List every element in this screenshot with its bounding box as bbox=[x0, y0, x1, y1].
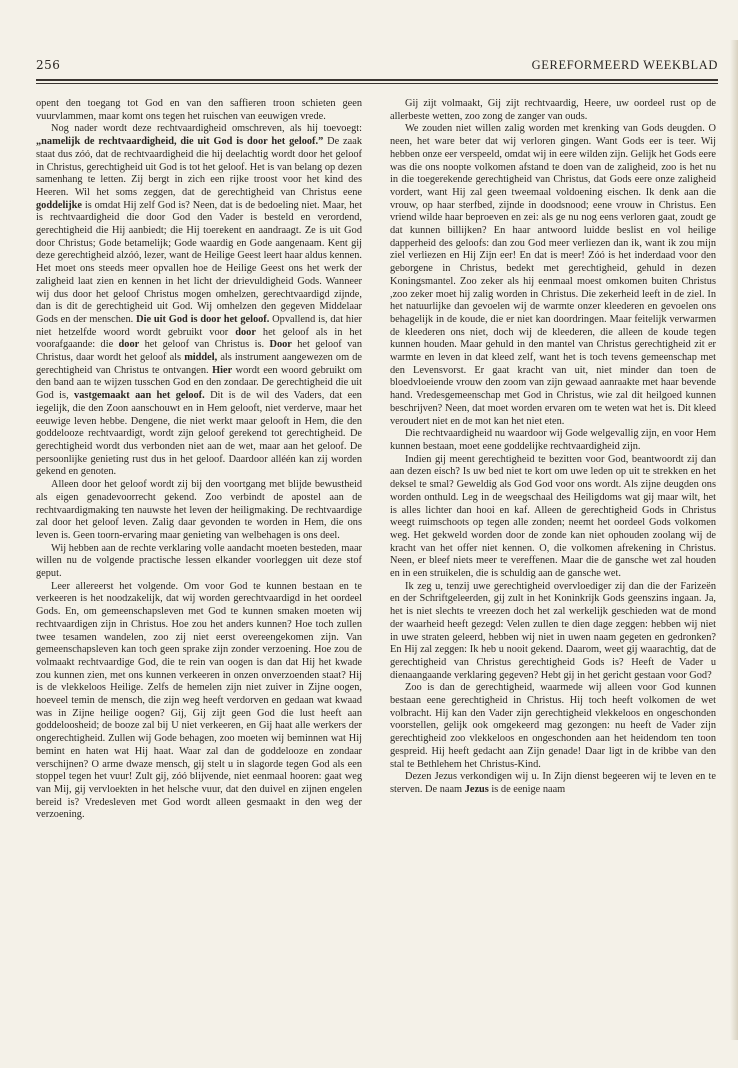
paragraph: Alleen door het geloof wordt zij bij den voortgang met blijde bewustheid als eigen genadevoorrecht gekend. Zoo verbindt de apostel aan de rechtvaardigmaking ten nauwste het leven der heiligmaking. De rechtvaardige zal door het geloof leven. Zalig daar gevonden te worden in Hem, die ons leven is. Geen toorn-ervaring maar genieting van welbehagen is ons deel. bbox=[36, 479, 362, 541]
paragraph: Nog nader wordt deze rechtvaardigheid omschreven, als hij toevoegt: „namelijk de rechtvaardigheid, die uit God is door het geloof.” De zaak staat dus zóó, dat de rechtvaardigheid die hij deelachtig wordt door het geloof in Christus, gerechtigheid uit God is tot het geloof. Het is van belang op dezen samenhang te letten. Zij bergt in zich een rijke troost voor het kind des Heeren. Wil het soms zeggen, dat de gerechtigheid van Christus eene goddelijke is omdat Hij zelf God is? Neen, dat is de bedoeling niet. Maar, het is rechtvaardigheid die door God den Vader is besteld en verordend, gerechtigheid die Hij aanbiedt; die Hij toerekent en aandraagt. Ze is uit God door Christus; Gode betamelijk; Gode waardig en Gode aangenaam. Kent gij deze gerechtigheid alzóó, lezer, want de Heilige Geest leert haar aldus kennen. Het moet ons steeds meer opvallen hoe de Heilige Geest ons het werk der zaligheid laat zien en kennen in het licht der drievuldigheid Gods. Wanneer wij dus door het geloof Christus mogen omhelzen, gerechtvaardigd zijnde, dan is dit de gerechtigheid uit God. Wij omhelzen den gegeven Middelaar Gods en der menschen. Die uit God is door het geloof. Opvallend is, dat hier niet hetzelfde woord wordt gebruikt voor door het geloof als in het voorafgaande: die door het geloof van Christus is. Door het geloof van Christus, daar wordt het geloof als middel, als instrument aangewezen om de gerechtigheid van Christus te ontvangen. Hier wordt een woord gebruikt om den band aan te wijzen tusschen God en den zondaar. De gerechtigheid die uit God is, vastgemaakt aan het geloof. Dit is de wil des Vaders, dat een iegelijk, die den Zoon aanschouwt en in Hem gelooft, niet verderve, maar het eeuwige leven hebbe. Dengene, die niet werkt maar gelooft in Hem, die den goddelooze rechtvaardigt, wordt zijn geloof gerekend tot gerechtigheid. De gerechtigheid wordt dus verbonden niet aan de wet, maar aan het geloof. De persoonlijke genieting rust dus in het geloof. Daardoor alléén kan zij worden gekend en genoten. bbox=[36, 123, 363, 478]
paragraph: Leer allereerst het volgende. Om voor God te kunnen bestaan en te verkeeren is het noodzakelijk, dat wij worden gerechtvaardigd in het oordeel Gods. En, om gemeenschapsleven met God te kunnen smaken moeten wij rechtvaardigen zijn in Christus. Hoe zou het anders kunnen? Hoe toch zullen twee tesamen wandelen, zoo zij niet eerst overeengekomen zijn. Van gemeenschapsleven kan toch geen sprake zijn zonder verzoening. Hoe zou de volmaakt rechtvaardige God, die te rein van oogen is dan dat Hij het kwade zou kunnen zien, met ons kunnen verkeeren in onzen onverzoenden staat? Hij is de vlekkeloos Heilige. Zelfs de hemelen zijn niet zuiver in Zijne oogen, hoeveel temin de mensch, die zijn weg heeft verdorven en gedaan wat kwaad was in Zijne heilige oogen? Gij, Gij zijt geen God die lust heeft aan goddeloosheid; de booze zal bij U niet verkeeren, en Gij haat alle werkers der ongerechtigheid. Zullen wij Gode behagen, zoo moeten wij beminnen wat Hij bemint en haten wat Hij haat. Waar zal dan de goddelooze en zondaar verschijnen? O arme dwaze mensch, gij stelt u in slagorde tegen God als een stoppel tegen het vuur! Zult gij, zóó blijvende, niet eenmaal hooren: gaat weg van Mij, gij vervloekten in het helsche vuur, dat den duivel en zijnen engelen bereid is? Vredesleven met God wordt alleen gesmaakt in den weg der verzoening. bbox=[36, 580, 362, 821]
paragraph: Gij zijt volmaakt, Gij zijt rechtvaardig, Heere, uw oordeel rust op de allerbeste wetten, zoo zong de zanger van ouds. bbox=[390, 98, 716, 122]
page-number: 256 bbox=[36, 58, 61, 72]
paragraph: Dezen Jezus verkondigen wij u. In Zijn dienst begeeren wij te leven en te sterven. De naam Jezus is de eenige naam bbox=[390, 771, 716, 795]
header-rule-thin bbox=[36, 83, 718, 84]
paragraph: Zoo is dan de gerechtigheid, waarmede wij alleen voor God kunnen bestaan eene gerechtigheid in Christus. Hij toch heeft volkomen de wet volbracht. Hij kan den Vader zijn gerechtigheid vlekkeloos en ongeschonden voorstellen, gelijk ook omgekeerd mag gezongen: nu heeft de Vader zijn gerechtigheid zoo vlekkeloos en ongeschonden aan het heidendom ten toon gespreid. Hij heeft gedacht aan Zijn genade! Daar ligt in de kribbe van den stal te Bethlehem het Christus-Kind. bbox=[390, 682, 716, 770]
page-header bbox=[36, 58, 718, 76]
header-rule-thick bbox=[36, 79, 718, 81]
paragraph: Ik zeg u, tenzij uwe gerechtigheid overvloediger zij dan die der Farizeën en der Schriftgeleerden, gij zult in het Koninkrijk Gods geenszins ingaan. Ja, het is niet slechts te vreezen doch het zal werkelijk geschieden wat de mond der waarheid heeft gezegd: Velen zullen te dien dage zeggen: hebben wij niet in uwe straten geleerd, hebben wij niet in uwen naam gegeten en gedronken? En Hij zal zeggen: Ik heb u nooit gekend. Daarom, weet gij waarachtig, dat de gerechtigheid van Christus gerechtigheid Gods is? Heeft de Vader u dienaangaande verklaring gegeven? Hebt gij in het gericht gestaan voor God? bbox=[390, 580, 716, 681]
paragraph: We zouden niet willen zalig worden met krenking van Gods deugden. O neen, het ware beter dat wij verloren gingen. Want Gods eer is teer. Wij hebben onze eer verspeeld, omdat wij in eere wilden zijn. Gelijk het Gods eere was die ons noopte volkomen afstand te doen van de zaligheid, zoo is het nu in die toegerekende gerechtigheid van Christus, dat Gods eere onze zaligheid vordert, want Hij zal geen tweemaal voldoening eischen. Ik denk aan die vrouw, op haar sterfbed, zijnde in doodsnood; eene vrouw in Christus. Een vriend wilde haar beproeven en zei: als ge nu nog eens verloren gaat, zoudt ge dat kunnen billijken? En haar antwoord luidde beslist en vol heilige dapperheid des geloofs: dan zou God meer verliezen dan ik, want ik zou mijn ziel verliezen en Hij Zijn eer! En dat is meer! Zóó is het inderdaad voor den geborgene in Christus, bedekt met gerechtigheid, gehuld in dezen Koningsmantel. Zoo zeker als hij eenmaal moest omkomen buiten Christus ,zoo zeker moet hij zalig worden in Christus. Die zekerheid leeft in de ziel. In het natuurlijke dan gevoelen wij de warmte onzer kleederen en gevoelen ons behagelijk in de koude, die er niet kan doordringen. Maar feitelijk verwarmen de kleederen ons niet, doch wij de kleederen, die alleen de koude tegen kunnen houden. Maar gehuld in den mantel van Christus gerechtigheid zit er warmte en leven in dat kleed zelf, want het is toch tevens gemeenschap met den Levensvorst. Er gaat kracht van uit, niet minder dan toen de bloedvloeiende vrouw den zoom van zijn gewaad aanraakte met haar bevende hand. Vredesgemeenschap met God in Christus, wie zal dit heilgoed kunnen beschrijven? Neen, dat moet worden ervaren om te weten wat het is. Dit kleed veroudert niet en de mot kan het niet eten. bbox=[390, 123, 716, 427]
paragraph: Wij hebben aan de rechte verklaring volle aandacht moeten besteden, maar willen nu de volgende practische lessen elkander voorleggen uit deze stof geput. bbox=[36, 542, 362, 580]
paragraph: opent den toegang tot God en van den saffieren troon schieten geen vuurvlammen, maar komt ons tegen het ruischen van eeuwigen vrede. bbox=[36, 98, 362, 122]
paragraph: Die rechtvaardigheid nu waardoor wij Gode welgevallig zijn, en voor Hem kunnen bestaan, moet eene goddelijke rechtvaardigheid zijn. bbox=[390, 428, 716, 452]
left-column bbox=[36, 98, 362, 822]
page-edge-shadow bbox=[730, 40, 738, 1040]
journal-title: GEREFORMEERD WEEKBLAD bbox=[531, 58, 718, 72]
paragraph: Indien gij meent gerechtigheid te bezitten voor God, beantwoordt zij dan aan dezen eisch? Is uw bed niet te kort om uwe leden op uit te strekken en het deksel te smal? Geweldig als God God voor ons wordt. Als zijne deugden ons worden onthuld. Leg in de weegschaal des Heiligdoms wat gij maar wilt, het is alles lichter dan hooi en kaf. Alleen de gerechtigheid Gods in Christus weegt ruimschoots op tegen alle zonden; neemt het oordeel Gods volkomen weg. Het gekweld worden door de zonde kan niet ophouden zoolang wij de kracht van het offer niet kennen. O, die volkomen afrekening in Christus. Neen, er bleef niets meer te vereffenen. Maar die de gansche wet zal houden en in een struikelen, die is schuldig aan de gansche wet. bbox=[390, 453, 716, 580]
right-column bbox=[390, 98, 716, 797]
